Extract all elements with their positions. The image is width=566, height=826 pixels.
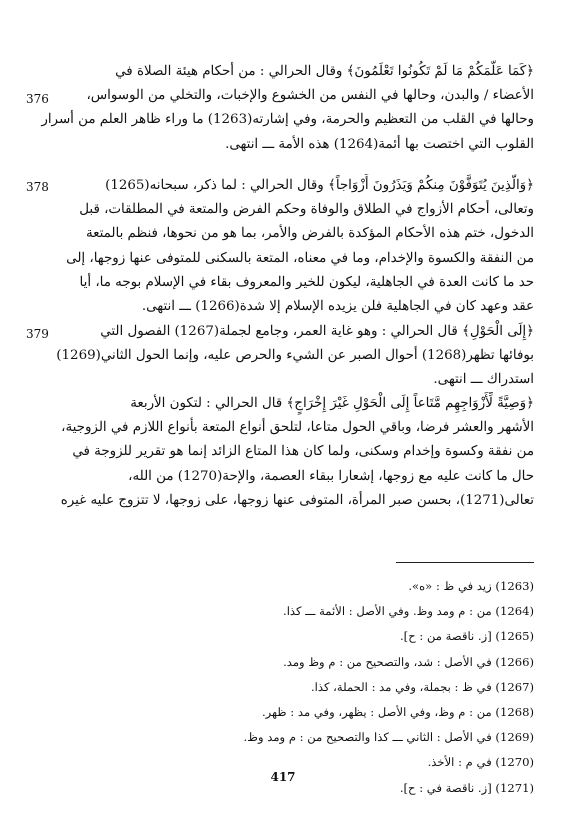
margin-number-378: 378 bbox=[26, 180, 49, 194]
text-line: من نفقة وكسوة وإخدام وسكنى، ولما كان هذا المتاع الزائد إنما هو تقرير للزوجة في bbox=[72, 444, 534, 460]
text-line: الأشهر والعشر فرضا، وباقي الحول متاعا، لتلحق أنواع المتعة بأنواع اللازم في الزوجية، bbox=[61, 420, 534, 436]
text-line: تعالى(1271)، بحسن صبر المرأة، المتوفى عنها زوجها، على زوجها، لا تتزوج عليه غيره bbox=[60, 492, 534, 508]
text-line: ﴿وَصِيَّةً لِّأَزْوَاجِهِم مَّتَاعاً إِلَى الْحَوْلِ غَيْرَ إِخْرَاجٍ﴾ قال الحرالي : لتكون الأربعة bbox=[130, 396, 534, 411]
footnote: (1266) في الأصل : شد، والتصحيح من : م وظ ومد. bbox=[283, 654, 534, 669]
footnote: (1270) في م : الأخذ. bbox=[427, 755, 534, 770]
text-line: الأعضاء / والبدن، وحالها في النفس من الخشوع والإخبات، والتخلي من الوسواس، bbox=[86, 88, 534, 104]
text-line: القلوب التي اختصت بها أئمة(1264) هذه الأمة ـــ انتهى. bbox=[225, 136, 534, 152]
footnote: (1269) في الأصل : الثاني ـــ كذا والتصحيح من : م ومد وظ. bbox=[243, 730, 534, 745]
paragraph-378 bbox=[22, 174, 534, 319]
page-number: 417 bbox=[270, 770, 296, 784]
text-line: الدخول، ختم هذه الأحكام المؤكدة بالفرض والأمر، بما هو من نحوها، فنظم بالمتعة bbox=[85, 226, 534, 242]
footnote: (1264) من : م ومد وظ. وفي الأصل : الأئمة ـــ كذا. bbox=[283, 604, 534, 619]
paragraph-wasiyya bbox=[22, 392, 534, 513]
margin-number-379: 379 bbox=[26, 327, 49, 341]
footnote: (1263) زيد في ظ : «ه». bbox=[408, 579, 534, 593]
footnotes bbox=[22, 574, 534, 801]
text-line: ﴿كَمَا عَلَّمَكُمْ مَا لَمْ تَكُونُوا تَعْلَمُونَ﴾ وقال الحرالي : من أحكام هيئة الصلاة في bbox=[115, 64, 534, 79]
footnote: (1265) [ز. ناقصة من : ح]. bbox=[399, 629, 534, 644]
footnote: (1271) [ز. ناقصة في : ح]. bbox=[399, 780, 534, 795]
footnote: (1267) في ظ : بجملة، وفي مد : الحملة، كذا. bbox=[310, 679, 534, 694]
footnote: (1268) من : م وظ، وفي الأصل : يظهر، وفي مد : ظهر. bbox=[261, 704, 534, 719]
paragraph-379 bbox=[22, 320, 534, 393]
text-line: عقد وعهد كان في الجاهلية فلن يزيده الإسلام إلا شدة(1266) ـــ انتهى. bbox=[141, 298, 534, 314]
footnote-separator bbox=[396, 562, 534, 563]
paragraph-376 bbox=[22, 60, 534, 157]
text-line: حد ما كانت العدة في الجاهلية، ليكون للخير والمعروف بقاء في الإسلام بوجه ما، أيا bbox=[79, 274, 534, 290]
text-line: وحالها في القلب من التعظيم والحرمة، وفي إشارته(1263) ما وراء ظاهر العلم من أسرار bbox=[41, 112, 534, 128]
text-line: من النفقة والكسوة والإخدام، وما في معناه، المتعة بالسكنى للمتوفى عنها زوجها، إلى bbox=[66, 250, 534, 266]
text-line: ﴿إِلَى الْحَوْلِ﴾ قال الحرالي : وهو غاية العمر، وجامع لجملة(1267) الفصول التي bbox=[100, 324, 534, 339]
text-line: استدراك ـــ انتهى. bbox=[433, 372, 534, 388]
text-line: حال ما كانت عليه مع زوجها، إشعارا ببقاء العصمة، والإحة(1270) من الله، bbox=[128, 468, 534, 484]
text-line: وتعالى، أحكام الأزواج في الطلاق والوفاة وحكم الفرض والمتعة في المطلقات، قبل bbox=[79, 202, 534, 218]
margin-number-376: 376 bbox=[26, 92, 49, 106]
text-line: ﴿وَالَّذِينَ يُتَوَفَّوْنَ مِنكُمْ وَيَذَرُونَ أَزْوَاجاً﴾ وقال الحرالي : لما ذكر، سبحانه(1265) bbox=[105, 178, 534, 193]
text-line: بوفائها تظهر(1268) أحوال الصبر عن الشيء والحرص عليه، وإنما الحول الثاني(1269) bbox=[56, 348, 534, 364]
